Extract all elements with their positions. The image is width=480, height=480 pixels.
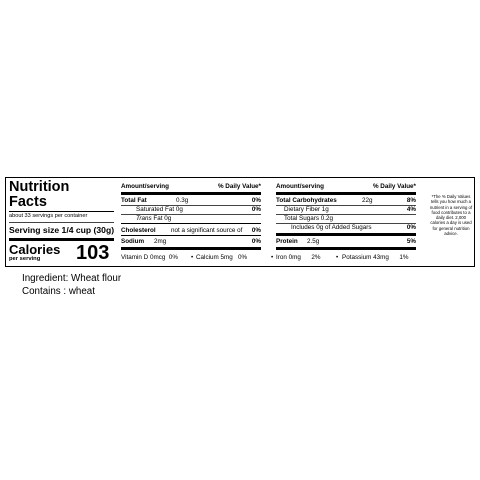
nutrient-row-dietary-fiber	[276, 205, 416, 214]
nutrient-row-cholesterol	[121, 226, 261, 235]
vitamin-item-calcium	[196, 253, 261, 262]
nutrient-amount: 0.3g	[176, 197, 189, 204]
per-serving: per serving	[9, 256, 41, 262]
row-divider	[121, 223, 261, 224]
left-bottom-divider	[121, 247, 261, 250]
nutrient-name: Sodium	[121, 238, 145, 245]
vitamin-text: Vitamin D 0mcg 0%	[121, 254, 178, 261]
row-divider	[276, 233, 416, 236]
row-divider	[121, 235, 261, 236]
nutrient-name: Saturated Fat 0g	[136, 206, 183, 213]
nutrient-dv: 5%	[406, 238, 416, 245]
servings-per-container: about 33 servings per container	[9, 213, 88, 219]
nutrient-row-saturated-fat	[121, 205, 261, 214]
nutrient-dv: 0%	[251, 197, 261, 204]
nutrient-dv: 4%	[406, 206, 416, 213]
nutrient-row-trans-fat	[121, 214, 261, 223]
nutrient-dv: 8%	[406, 197, 416, 204]
nutrient-name: Total Fat	[121, 197, 147, 204]
vitamin-text: Iron 0mg 2%	[276, 254, 321, 261]
nutrient-name: Protein	[276, 238, 298, 245]
servings-divider	[9, 222, 114, 223]
ingredients-block	[22, 273, 121, 298]
vitamin-bullet: •	[336, 254, 339, 261]
nutrient-dv: 0%	[406, 224, 416, 231]
nutrient-amount: not a significant source of	[171, 227, 243, 234]
nutrient-row-total-sugars	[276, 214, 416, 223]
vitamin-item-potassium	[342, 253, 422, 262]
right-bottom-divider	[276, 247, 416, 250]
nutrient-dv: 0%	[251, 206, 261, 213]
vitamin-item-vitamin-d	[121, 253, 181, 262]
contains-text: Contains : wheat	[22, 285, 95, 297]
nutrient-row-added-sugars	[276, 223, 416, 232]
nutrient-dv: 0%	[251, 227, 261, 234]
nutrient-name: Cholesterol	[121, 227, 156, 234]
nutrient-amount: 22g	[362, 197, 373, 204]
nutrient-name: Dietary Fiber 1g	[284, 206, 329, 213]
nutrient-dv: 0%	[251, 238, 261, 245]
vitamin-text: Calcium 5mg 0%	[196, 254, 248, 261]
nutrient-name: Total Carbohydrates	[276, 197, 337, 204]
nutrient-name: Includes 0g of Added Sugars	[291, 224, 372, 231]
left-header-dv: % Daily Value*	[217, 183, 261, 190]
serving-size: Serving size 1/4 cup (30g)	[9, 225, 115, 235]
vitamin-item-iron	[276, 253, 339, 262]
left-header-divider	[121, 192, 261, 195]
left-header-amount: Amount/serving	[121, 183, 169, 190]
nutrient-row-protein	[276, 237, 416, 246]
nutrient-amount: 2.5g	[307, 238, 320, 245]
nutrient-row-total-carbohydrates	[276, 196, 416, 205]
serving-divider	[9, 238, 114, 241]
left-nutrient-table	[121, 182, 261, 248]
nutrient-row-sodium	[121, 237, 261, 246]
vitamin-text: Potassium 43mg 1%	[342, 254, 409, 261]
title-nutrition: Nutrition	[9, 179, 70, 195]
vitamin-bullet: •	[271, 254, 274, 261]
right-header-dv: % Daily Value*	[372, 183, 416, 190]
ingredients-text: Ingredient: Wheat flour	[22, 273, 122, 284]
title-facts: Facts	[9, 194, 47, 210]
vitamin-bullet: •	[191, 254, 194, 261]
nutrient-amount: 2mg	[154, 238, 167, 245]
calories-value: 103	[76, 242, 110, 264]
nutrient-name: Trans Fat 0g	[136, 215, 172, 222]
right-nutrient-table	[276, 182, 416, 248]
right-header-divider	[276, 192, 416, 195]
right-header-amount: Amount/serving	[276, 183, 324, 190]
title-divider	[9, 211, 114, 212]
nutrition-facts-label	[5, 177, 475, 267]
nutrient-name: Total Sugars 0.2g	[284, 215, 334, 222]
nutrient-row-total-fat	[121, 196, 261, 205]
daily-value-footnote: *The % Daily Values tells you how much a nutrient in a serving of food contributes to a daily diet. 2,000 calories a day is used for general nutrition advice.	[429, 194, 473, 237]
calories-label: Calories	[9, 242, 61, 257]
